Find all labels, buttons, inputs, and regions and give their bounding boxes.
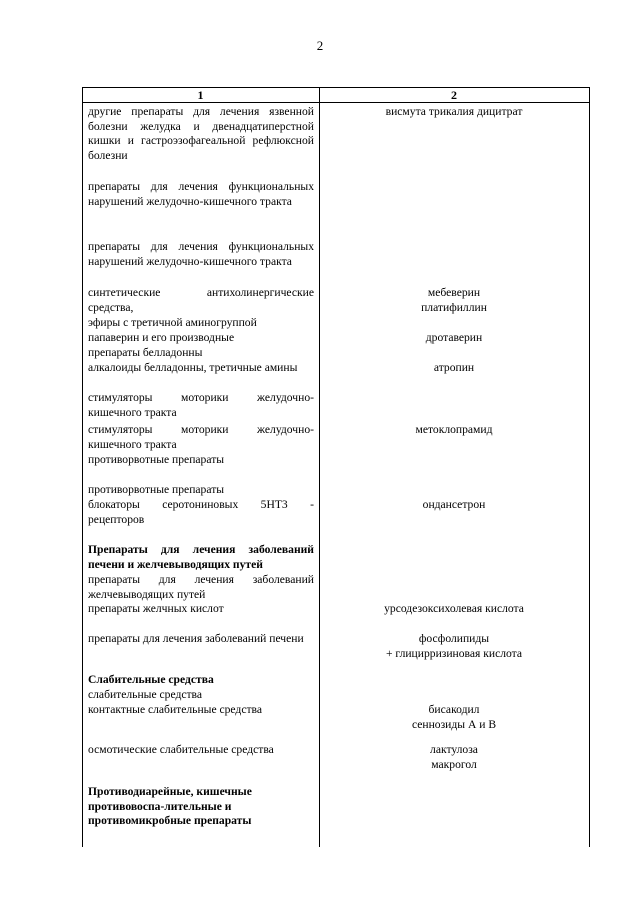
table-border-right — [589, 87, 590, 847]
drug-name: метоклопрамид — [415, 423, 493, 436]
table-cell-left: папаверин и его производные — [88, 331, 235, 344]
drug-table — [82, 87, 590, 847]
drug-name: бисакодил — [428, 703, 480, 716]
drug-name: лактулоза — [430, 743, 478, 756]
drug-name: висмута трикалия дицитрат — [385, 105, 523, 118]
table-cell-right — [319, 331, 589, 346]
table-cell-right — [319, 361, 589, 376]
table-cell-left: осмотические слабительные средства — [88, 743, 274, 756]
table-cell-left: противорвотные препараты — [88, 453, 225, 466]
table-cell-left: другие препараты для лечения язвенной болезни желудка и двенадцатиперстной кишки и гастроэзофагеальной рефлюксной болезни — [88, 105, 314, 162]
drug-name: урсодезоксихолевая кислота — [384, 602, 524, 615]
page-number: 2 — [316, 38, 324, 53]
table-cell-left: препараты белладонны — [88, 346, 203, 359]
table-cell-right — [319, 498, 589, 513]
drug-name: дротаверин — [425, 331, 483, 344]
table-cell-left: стимуляторы моторики желудочно-кишечного тракта — [88, 423, 314, 451]
table-cell-right — [319, 602, 589, 617]
table-cell-left: препараты для лечения функциональных нарушений желудочно-кишечного тракта — [88, 240, 314, 268]
table-border-left — [82, 87, 83, 847]
drug-name: + глицирризиновая кислота — [385, 646, 523, 660]
drug-name: атропин — [433, 361, 475, 374]
table-cell-right — [319, 286, 589, 315]
table-cell-right — [319, 105, 589, 120]
table-cell-right — [319, 743, 589, 772]
drug-name: сеннозиды А и В — [411, 717, 497, 731]
drug-name: фосфолипиды — [418, 632, 490, 645]
table-cell-left: противорвотные препараты — [88, 483, 225, 496]
table-cell-left: алкалоиды белладонны, третичные амины — [88, 361, 298, 374]
table-cell-left: стимуляторы моторики желудочно-кишечного тракта — [88, 391, 314, 419]
table-cell-right — [319, 632, 589, 661]
table-cell-left: препараты для лечения заболеваний печени — [88, 632, 304, 645]
table-cell-left: препараты для лечения функциональных нарушений желудочно-кишечного тракта — [88, 180, 314, 208]
table-cell-right — [319, 423, 589, 438]
drug-name: платифиллин — [421, 300, 487, 314]
drug-name: мебеверин — [427, 286, 481, 299]
table-cell-left: блокаторы серотониновых 5HT3 - рецепторов — [88, 498, 314, 526]
table-cell-left: слабительные средства — [88, 688, 203, 701]
table-cell-right — [319, 703, 589, 732]
table-cell-left: синтетические антихолинергические средства, — [88, 286, 314, 314]
table-cell-left: препараты желчных кислот — [88, 602, 224, 615]
column-header-2: 2 — [451, 88, 457, 102]
section-heading: Препараты для лечения заболеваний печени и желчевыводящих путей — [88, 543, 314, 571]
table-cell-left: контактные слабительные средства — [88, 703, 263, 716]
column-header-1: 1 — [197, 88, 204, 102]
drug-name: макрогол — [431, 757, 477, 771]
drug-name: ондансетрон — [422, 498, 486, 511]
table-column-divider — [319, 87, 320, 847]
section-heading: Противодиарейные, кишечные противовоспа-лительные и противомикробные препараты — [88, 785, 252, 828]
table-cell-left: препараты для лечения заболеваний желчевыводящих путей — [88, 573, 314, 601]
table-cell-left: эфиры с третичной аминогруппой — [88, 316, 257, 329]
section-heading: Слабительные средства — [88, 673, 214, 686]
